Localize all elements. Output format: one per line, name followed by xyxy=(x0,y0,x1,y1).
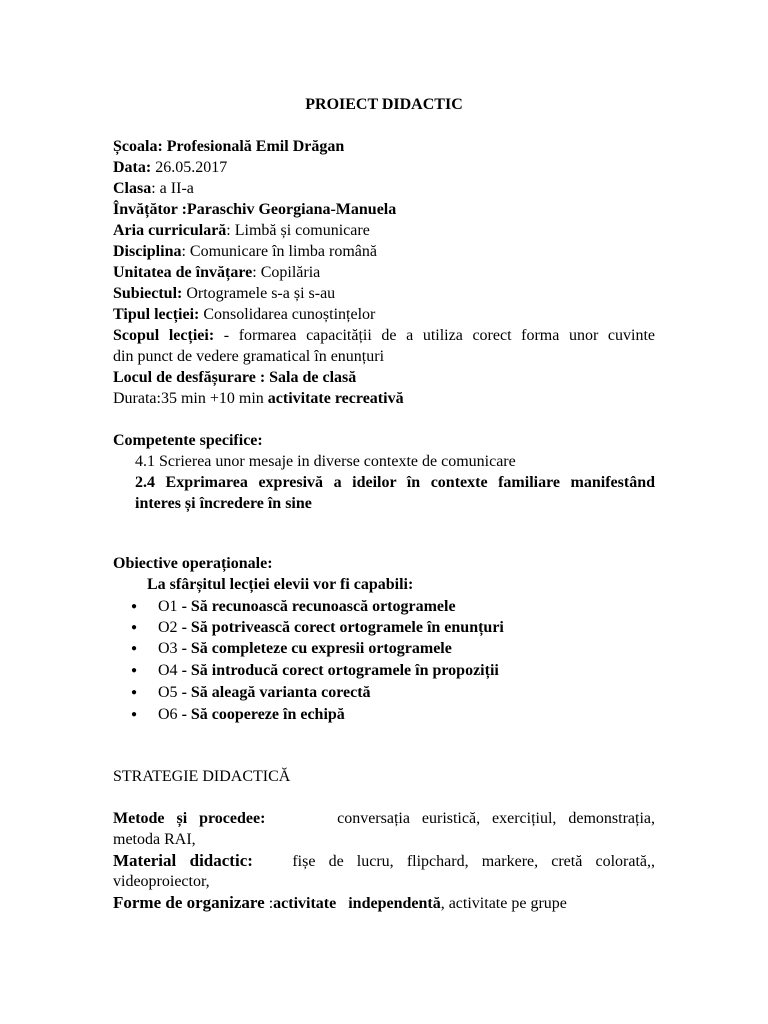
duration-value: activitate recreativă xyxy=(267,390,404,407)
methods-value: conversația euristică, exercițiul, demonstrația, xyxy=(337,810,656,827)
subject-value: Ortogramele s-a și s-au xyxy=(182,285,336,302)
curricular-area-value: : Limbă și comunicare xyxy=(226,222,370,239)
material-line xyxy=(113,850,655,872)
class-value: : a II-a xyxy=(151,180,194,197)
methods-continuation: metoda RAI, xyxy=(113,831,196,848)
lesson-purpose-value: - formarea capacității de a utiliza corect forma unor cuvinte xyxy=(214,327,655,344)
lesson-purpose-continuation: din punct de vedere gramatical în enunțuri xyxy=(113,348,385,365)
subject-line xyxy=(113,283,335,304)
bullet-icon: ● xyxy=(131,687,138,698)
page-title: PROIECT DIDACTIC xyxy=(305,96,463,113)
lesson-type-line xyxy=(113,304,375,325)
organization-forms-label: Forme de organizare xyxy=(113,893,265,912)
curricular-area-label: Aria curriculară xyxy=(113,222,227,239)
bullet-icon: ● xyxy=(131,601,138,612)
methods-label: Metode și procedee: xyxy=(113,810,266,827)
date-label: Data: xyxy=(113,159,152,176)
class-line xyxy=(113,178,194,199)
methods-line xyxy=(113,808,655,829)
discipline-label: Disciplina xyxy=(113,243,182,260)
lesson-type-label: Tipul lecției: xyxy=(113,306,200,323)
objective-item-o6: ● O6 - Să coopereze în echipă xyxy=(131,706,345,723)
material-value: fișe de lucru, flipchard, markere, cretă colorată,, xyxy=(292,853,655,870)
teacher-line: Învățător :Paraschiv Georgiana-Manuela xyxy=(113,201,397,218)
bullet-icon: ● xyxy=(131,622,138,633)
discipline-value: : Comunicare în limba română xyxy=(181,243,377,260)
material-label: Material didactic: xyxy=(113,851,253,870)
competence-item-1: 4.1 Scrierea unor mesaje in diverse contexte de comunicare xyxy=(135,453,516,470)
material-continuation: videoproiector, xyxy=(113,873,210,890)
learning-unit-label: Unitatea de învățare xyxy=(113,264,253,281)
strategy-heading: STRATEGIE DIDACTICĂ xyxy=(113,768,291,785)
lesson-purpose-line xyxy=(113,325,655,346)
date-line xyxy=(113,157,227,178)
bullet-icon: ● xyxy=(131,709,138,720)
learning-unit-value: : Copilăria xyxy=(252,264,321,281)
curricular-area-line xyxy=(113,220,370,241)
objective-item-o3: ● O3 - Să completeze cu expresii ortogramele xyxy=(131,640,452,657)
location-line: Locul de desfășurare : Sala de clasă xyxy=(113,369,357,386)
objective-item-o2: ● O2 - Să potrivească corect ortogramele în enunțuri xyxy=(131,619,504,636)
date-value: 26.05.2017 xyxy=(151,159,228,176)
objective-item-o4: ● O4 - Să introducă corect ortogramele în propoziții xyxy=(131,662,499,679)
discipline-line xyxy=(113,241,377,262)
competence-item-2: 2.4 Exprimarea expresivă a ideilor în contexte familiare manifestând xyxy=(135,474,655,491)
objectives-heading: Obiective operaționale: xyxy=(113,555,273,572)
objective-item-o1: ● O1 - Să recunoască recunoască ortogramele xyxy=(131,598,456,615)
subject-label: Subiectul: xyxy=(113,285,183,302)
objective-item-o5: ● O5 - Să aleagă varianta corectă xyxy=(131,684,371,701)
school-line: Școala: Profesională Emil Drăgan xyxy=(113,138,345,155)
lesson-type-value: Consolidarea cunoștințelor xyxy=(199,306,376,323)
bullet-icon: ● xyxy=(131,665,138,676)
learning-unit-line xyxy=(113,262,320,283)
competence-item-2-continuation: interes și încredere în sine xyxy=(135,495,312,512)
duration-label: Durata:35 min +10 min xyxy=(113,390,268,407)
objectives-intro: La sfârșitul lecției elevii vor fi capabili: xyxy=(147,576,414,593)
lesson-purpose-label: Scopul lecției: xyxy=(113,327,215,344)
organization-forms-line: Forme de organizare :activitate independentă, activitate pe grupe xyxy=(113,893,567,912)
competences-heading: Competente specifice: xyxy=(113,432,263,449)
class-label: Clasa xyxy=(113,180,152,197)
bullet-icon: ● xyxy=(131,643,138,654)
duration-line xyxy=(113,388,404,409)
